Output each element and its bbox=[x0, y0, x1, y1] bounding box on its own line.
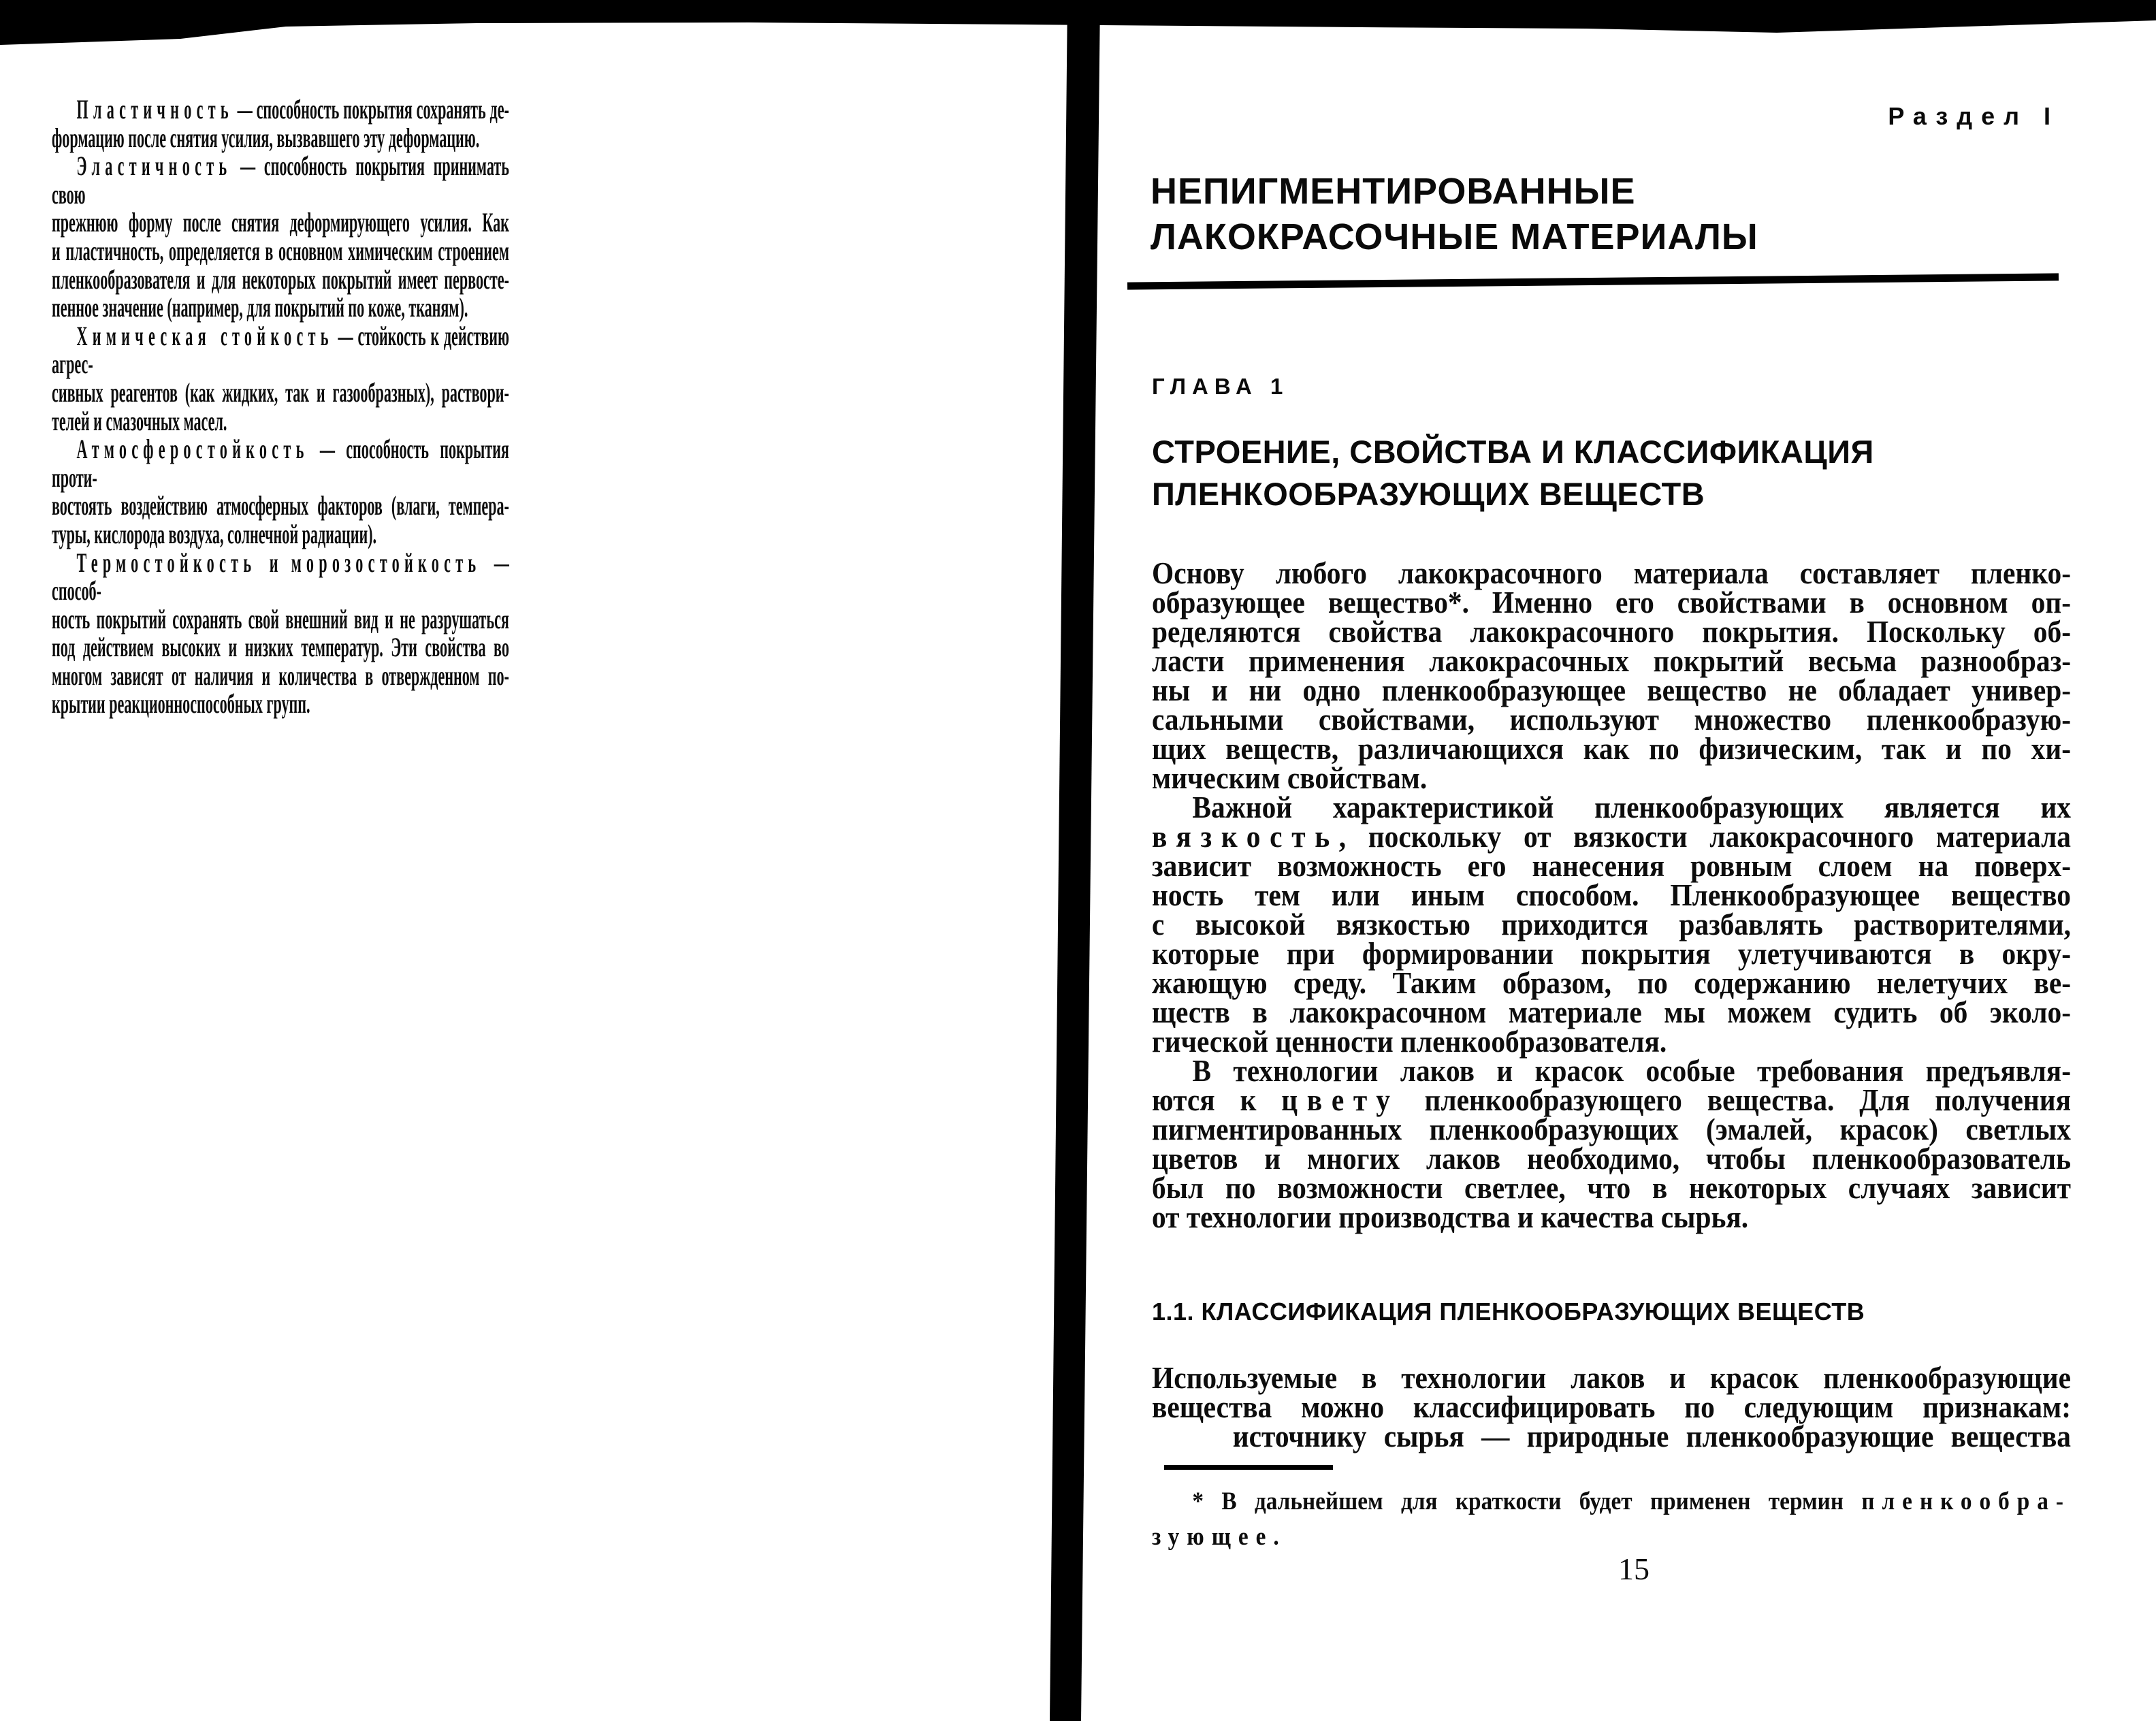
text-line bbox=[52, 605, 509, 634]
text-run: * В дальнейшем для краткости будет применен термин bbox=[1192, 1487, 1862, 1515]
text-run: крытии реакционноспособных групп. bbox=[52, 688, 310, 720]
text-run: — способ- bbox=[52, 547, 509, 607]
text-run: ются к bbox=[1152, 1082, 1282, 1117]
text-line bbox=[52, 407, 509, 436]
text-line bbox=[52, 95, 509, 124]
text-line bbox=[52, 237, 509, 266]
text-run: источнику сырья — природные пленкообразующие вещества bbox=[1232, 1419, 2071, 1453]
text-line bbox=[52, 690, 509, 718]
text-line bbox=[1152, 702, 2071, 737]
part-title-rule bbox=[1127, 273, 2059, 289]
text-line bbox=[1152, 1360, 2071, 1395]
emphasized-term: цвету bbox=[1281, 1082, 1400, 1117]
text-run: ность покрытий сохранять свой внешний вид и не разрушаться bbox=[52, 603, 509, 634]
emphasized-term: Эластичность bbox=[76, 150, 232, 182]
text-line bbox=[1152, 1082, 2071, 1117]
text-line bbox=[1152, 585, 2071, 620]
text-run: пленкообразующего вещества. Для получения bbox=[1399, 1082, 2071, 1117]
text-run: прежнюю форму после снятия деформирующего усилия. Как bbox=[52, 207, 509, 238]
text-line bbox=[1152, 848, 2071, 883]
text-line bbox=[52, 633, 509, 662]
emphasized-term: Атмосферостойкость bbox=[76, 434, 309, 465]
text-line bbox=[1152, 907, 2071, 942]
text-line bbox=[52, 662, 509, 690]
text-run: — стойкость к действию агрес- bbox=[52, 320, 509, 380]
text-run: мическим свойствам. bbox=[1152, 760, 1428, 795]
text-run: — способность покрытия сохранять де- bbox=[233, 94, 509, 125]
text-line bbox=[1152, 1202, 2071, 1232]
text-line bbox=[1152, 792, 2071, 822]
emphasized-term: вязкость bbox=[1152, 819, 1339, 854]
text-run: ределяются свойства лакокрасочного покрытия. Поскольку об- bbox=[1152, 614, 2071, 649]
text-run: был по возможности светлее, что в некоторых случаях зависит bbox=[1152, 1170, 2071, 1205]
text-line bbox=[52, 376, 509, 408]
right-page-body-text-2 bbox=[1152, 1360, 2071, 1453]
text-line bbox=[1152, 1421, 2071, 1451]
text-line bbox=[52, 549, 509, 605]
text-line bbox=[1152, 936, 2071, 971]
text-run: ласти применения лакокрасочных покрытий весьма разнообраз- bbox=[1152, 643, 2071, 678]
emphasized-term: пленкообра- bbox=[1861, 1487, 2071, 1515]
text-line bbox=[52, 152, 509, 208]
text-run: Важной характеристикой пленкообразующих является их bbox=[1192, 790, 2071, 824]
text-run: пленкообразователя и для некоторых покрытий имеет первосте- bbox=[52, 263, 509, 295]
text-run: и пластичность, определяется в основном химическим строением bbox=[52, 235, 509, 266]
text-line bbox=[1152, 558, 2071, 588]
text-line bbox=[1152, 965, 2071, 1000]
right-page-body-text bbox=[1152, 558, 2071, 1232]
part-title-line-2: ЛАКОКРАСОЧНЫЕ МАТЕРИАЛЫ bbox=[1151, 216, 1758, 257]
footnote-text bbox=[1152, 1484, 2071, 1555]
text-run: туры, кислорода воздуха, солнечной радиации). bbox=[52, 518, 377, 549]
chapter-title-line-1: СТРОЕНИЕ, СВОЙСТВА И КЛАССИФИКАЦИЯ bbox=[1152, 434, 1874, 470]
text-run: ществ в лакокрасочном материале мы можем судить об эколо- bbox=[1152, 995, 2071, 1029]
text-run: и bbox=[256, 547, 291, 578]
text-run: которые при формировании покрытия улетучиваются в окру- bbox=[1152, 936, 2071, 971]
text-line bbox=[52, 124, 509, 152]
left-page-text-column bbox=[52, 95, 509, 718]
text-line bbox=[52, 322, 509, 379]
text-run: — способность покрытия проти- bbox=[52, 434, 509, 493]
section-heading-1-1: 1.1. КЛАССИФИКАЦИЯ ПЛЕНКООБРАЗУЮЩИХ ВЕЩЕСТВ bbox=[1152, 1298, 1865, 1325]
text-run: щих веществ, различающихся как по физическим, так и по хи- bbox=[1152, 731, 2071, 766]
text-run: формацию после снятия усилия, вызвавшего эту деформацию. bbox=[52, 122, 480, 153]
text-line bbox=[1152, 1053, 2071, 1088]
emphasized-term: Химическая стойкость bbox=[76, 320, 334, 351]
text-run: с высокой вязкостью приходится разбавлять растворителями, bbox=[1152, 907, 2071, 942]
text-run: под действием высоких и низких температур. Эти свойства во bbox=[52, 632, 509, 663]
text-line bbox=[1152, 997, 2071, 1027]
text-run: пенное значение (например, для покрытий по коже, тканям). bbox=[52, 292, 468, 323]
text-run: востоять воздействию атмосферных факторов (влаги, темпера- bbox=[52, 490, 509, 521]
text-line bbox=[1152, 880, 2071, 910]
text-run: сивных реагентов (как жидких, так и газообразных), раствори- bbox=[52, 376, 509, 408]
text-line bbox=[1152, 675, 2071, 705]
part-title-line-1: НЕПИГМЕНТИРОВАННЫЕ bbox=[1151, 171, 1636, 212]
text-line bbox=[1152, 819, 2071, 854]
text-run: ны и ни одно пленкообразующее вещество не обладает универ- bbox=[1152, 673, 2071, 707]
text-line bbox=[1152, 1141, 2071, 1176]
text-run: — способность покрытия принимать свою bbox=[52, 150, 509, 210]
text-line bbox=[1152, 731, 2071, 766]
text-line bbox=[52, 208, 509, 237]
text-run: Используемые в технологии лаков и красок пленкообразующие bbox=[1152, 1360, 2071, 1395]
text-run: Основу любого лакокрасочного материала составляет пленко- bbox=[1152, 556, 2071, 590]
book-gutter-shadow bbox=[1047, 0, 1101, 1721]
text-run: ность тем или иным способом. Пленкообразующее вещество bbox=[1152, 878, 2071, 912]
text-line bbox=[1152, 1170, 2071, 1205]
text-line bbox=[1152, 760, 2071, 795]
text-line bbox=[1152, 1389, 2071, 1424]
text-line bbox=[1152, 1024, 2071, 1059]
text-run: пигментированных пленкообразующих (эмалей, красок) светлых bbox=[1152, 1112, 2071, 1146]
text-run: гической ценности пленкообразователя. bbox=[1152, 1024, 1667, 1059]
emphasized-term: Термостойкость bbox=[76, 547, 257, 578]
footnote-rule bbox=[1164, 1465, 1333, 1470]
text-line bbox=[52, 263, 509, 295]
emphasized-term: морозостойкость bbox=[291, 547, 481, 578]
text-run: зависит возможность его нанесения ровным слоем на поверх- bbox=[1152, 848, 2071, 883]
text-line bbox=[52, 492, 509, 520]
text-run: вещества можно классифицировать по следующим признакам: bbox=[1152, 1389, 2071, 1424]
text-line bbox=[1152, 643, 2071, 678]
text-run: от технологии производства и качества сырья. bbox=[1152, 1200, 1749, 1234]
text-run: образующее вещество*. Именно его свойствами в основном оп- bbox=[1152, 585, 2071, 620]
text-run: жающую среду. Таким образом, по содержанию нелетучих ве- bbox=[1152, 965, 2071, 1000]
text-run: В технологии лаков и красок особые требования предъявля- bbox=[1192, 1053, 2071, 1088]
text-run: многом зависят от наличия и количества в отвержденном по- bbox=[52, 660, 509, 691]
chapter-label: ГЛАВА 1 bbox=[1152, 374, 1289, 399]
text-line bbox=[1152, 1484, 2071, 1519]
chapter-title-line-2: ПЛЕНКООБРАЗУЮЩИХ ВЕЩЕСТВ bbox=[1152, 476, 1705, 512]
emphasized-term: зующее. bbox=[1152, 1523, 1287, 1551]
emphasized-term: Пластичность bbox=[76, 94, 234, 125]
text-line bbox=[1152, 614, 2071, 649]
page-number: 15 bbox=[1618, 1551, 1650, 1586]
text-line bbox=[52, 520, 509, 549]
text-line bbox=[52, 435, 509, 492]
text-line bbox=[1152, 1519, 2071, 1555]
text-run: цветов и многих лаков необходимо, чтобы пленкообразователь bbox=[1152, 1141, 2071, 1176]
text-line bbox=[1152, 1114, 2071, 1144]
section-label: Раздел I bbox=[1888, 102, 2059, 130]
text-run: сальными свойствами, используют множество пленкообразую- bbox=[1152, 702, 2071, 737]
text-run: телей и смазочных масел. bbox=[52, 405, 227, 436]
text-line bbox=[52, 293, 509, 322]
text-run: , поскольку от вязкости лакокрасочного материала bbox=[1338, 819, 2071, 854]
